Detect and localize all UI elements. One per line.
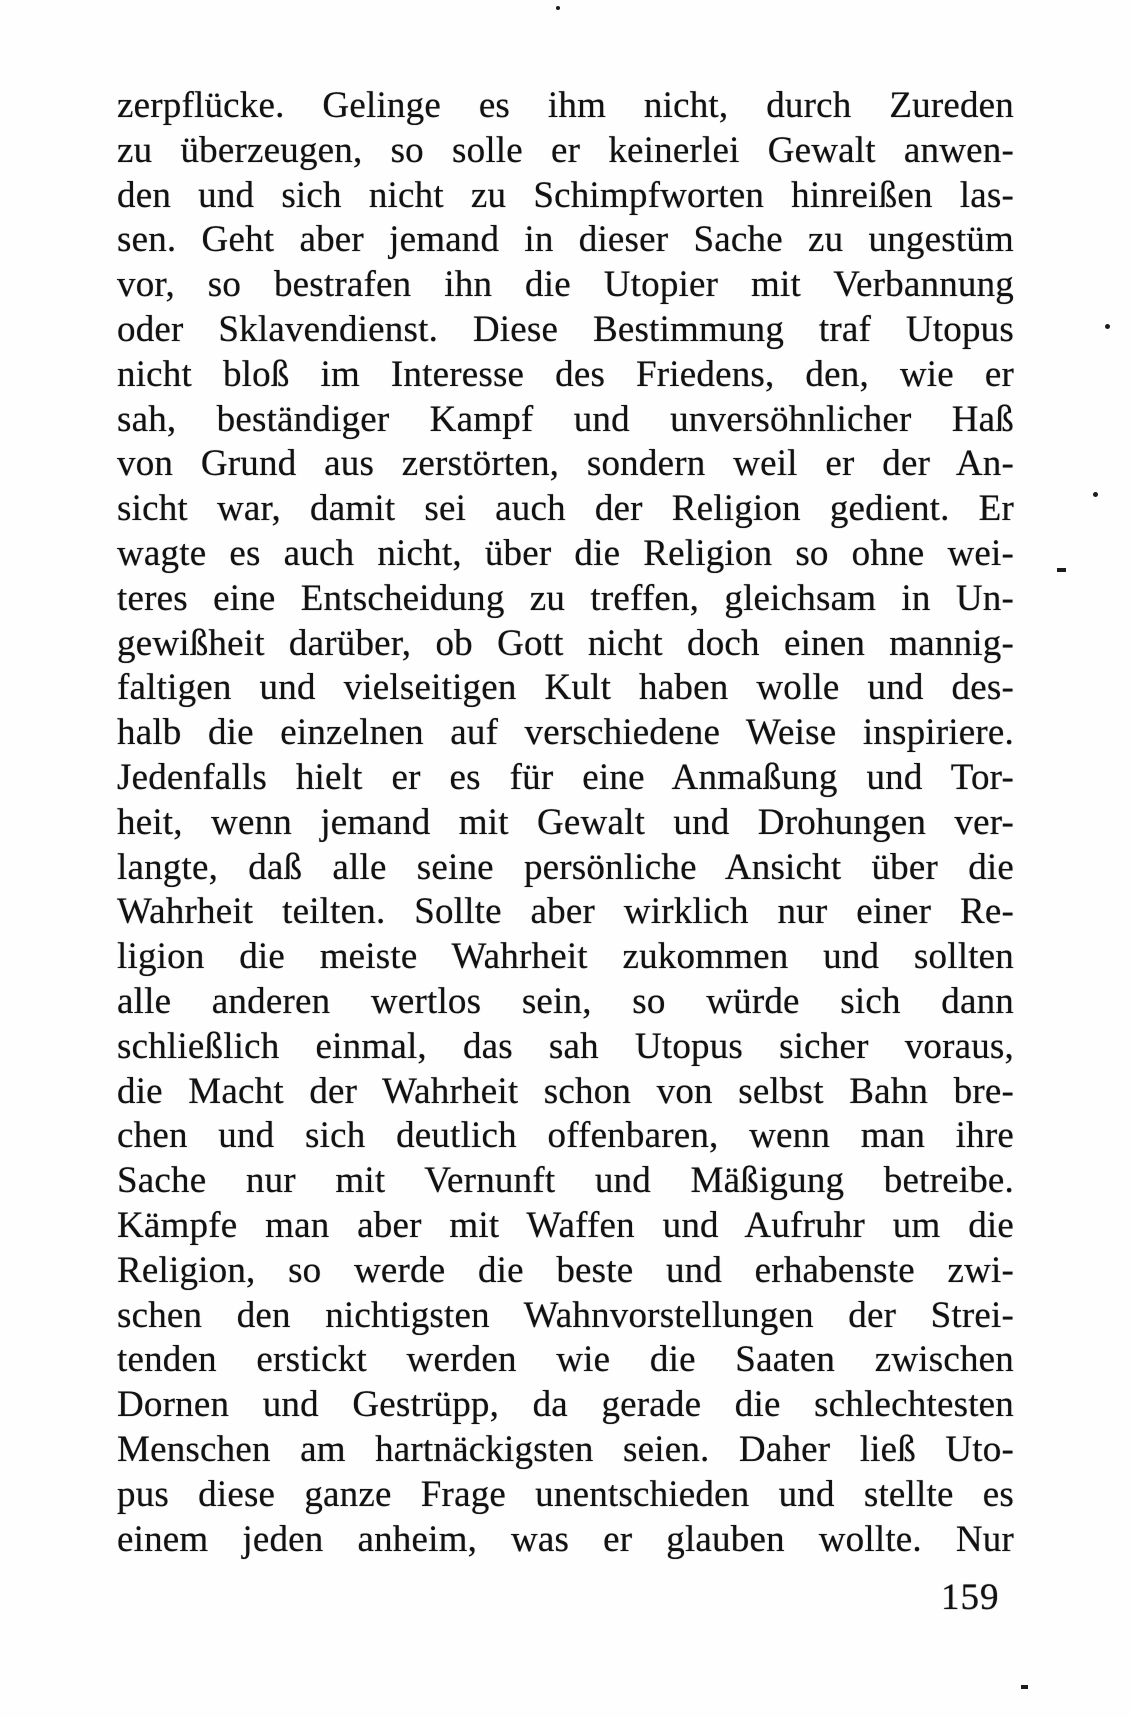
- text-line: nicht bloß im Interesse des Friedens, den, wie er: [117, 353, 1014, 395]
- text-line: halb die einzelnen auf verschiedene Weise inspiriere.: [117, 712, 1014, 754]
- text-line: Menschen am hartnäckigsten seien. Daher ließ Uto-: [117, 1428, 1014, 1470]
- text-line: alle anderen wertlos sein, so würde sich dann: [117, 980, 1014, 1022]
- text-line: heit, wenn jemand mit Gewalt und Drohungen ver-: [117, 801, 1014, 843]
- text-line: den und sich nicht zu Schimpfworten hinreißen las-: [117, 174, 1014, 216]
- body-text: [117, 84, 1014, 1562]
- text-line: Wahrheit teilten. Sollte aber wirklich nur einer Re-: [117, 891, 1014, 933]
- text-line: chen und sich deutlich offenbaren, wenn man ihre: [117, 1115, 1014, 1157]
- text-line: pus diese ganze Frage unentschieden und stellte es: [117, 1473, 1014, 1515]
- text-line: Religion, so werde die beste und erhabenste zwi-: [117, 1249, 1014, 1291]
- text-line: vor, so bestrafen ihn die Utopier mit Verbannung: [117, 264, 1014, 306]
- text-line: sen. Geht aber jemand in dieser Sache zu ungestüm: [117, 219, 1014, 261]
- text-line: schen den nichtigsten Wahnvorstellungen der Strei-: [117, 1294, 1014, 1336]
- text-line: einem jeden anheim, was er glauben wollte. Nur: [117, 1518, 1014, 1560]
- text-line: sicht war, damit sei auch der Religion gedient. Er: [117, 488, 1014, 530]
- text-line: faltigen und vielseitigen Kult haben wolle und des-: [117, 667, 1014, 709]
- text-line: teres eine Entscheidung zu treffen, gleichsam in Un-: [117, 577, 1014, 619]
- text-line: Jedenfalls hielt er es für eine Anmaßung und Tor-: [117, 756, 1014, 798]
- text-line: Dornen und Gestrüpp, da gerade die schlechtesten: [117, 1384, 1014, 1426]
- text-line: von Grund aus zerstörten, sondern weil er der An-: [117, 443, 1014, 485]
- text-line: Sache nur mit Vernunft und Mäßigung betreibe.: [117, 1160, 1014, 1202]
- text-line: die Macht der Wahrheit schon von selbst Bahn bre-: [117, 1070, 1014, 1112]
- text-line: oder Sklavendienst. Diese Bestimmung traf Utopus: [117, 308, 1014, 350]
- text-line: langte, daß alle seine persönliche Ansicht über die: [117, 846, 1014, 888]
- text-line: schließlich einmal, das sah Utopus sicher voraus,: [117, 1025, 1014, 1067]
- text-line: tenden erstickt werden wie die Saaten zwischen: [117, 1339, 1014, 1381]
- text-line: sah, beständiger Kampf und unversöhnlicher Haß: [117, 398, 1014, 440]
- text-line: Kämpfe man aber mit Waffen und Aufruhr um die: [117, 1204, 1014, 1246]
- text-line: zerpflücke. Gelinge es ihm nicht, durch Zureden: [117, 85, 1014, 126]
- text-line: zu überzeugen, so solle er keinerlei Gewalt anwen-: [117, 129, 1014, 171]
- scan-speck: [556, 6, 560, 10]
- page-number: 159: [941, 1577, 1000, 1618]
- scan-speck: [1021, 1685, 1028, 1689]
- scan-speck: [1093, 492, 1098, 497]
- text-line: gewißheit darüber, ob Gott nicht doch einen mannig-: [117, 622, 1014, 664]
- text-line: wagte es auch nicht, über die Religion so ohne wei-: [117, 532, 1014, 574]
- scan-speck: [1057, 568, 1066, 572]
- text-line: ligion die meiste Wahrheit zukommen und sollten: [117, 936, 1014, 978]
- scan-speck: [1105, 324, 1110, 329]
